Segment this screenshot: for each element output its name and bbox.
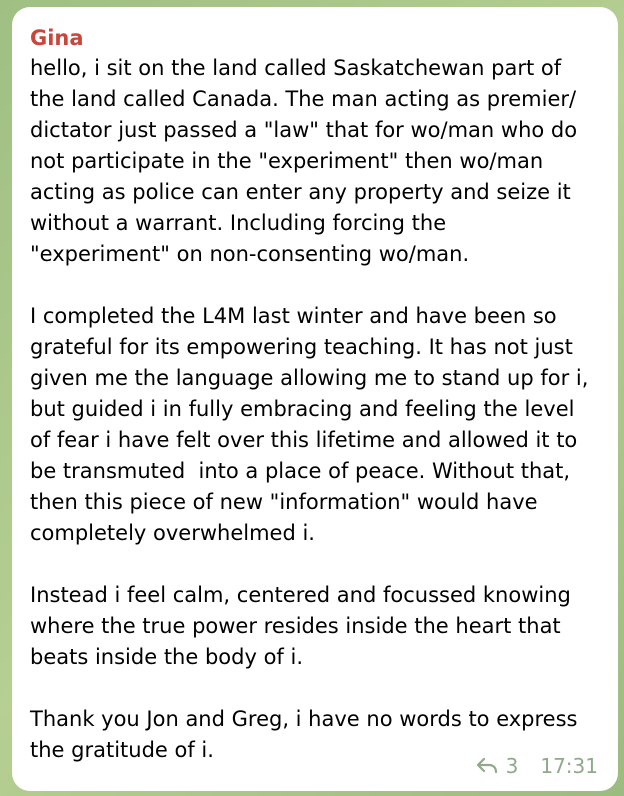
message-timestamp: 17:31 (540, 754, 598, 778)
sender-name[interactable]: Gina (30, 26, 84, 50)
reply-count[interactable]: 3 (505, 754, 519, 778)
message-paragraph: I completed the L4M last winter and have been so grateful for its empowering teaching. It has not just given me the language allowing me to stand up for i, but guided i in fully embracing and feeling the level of fear i have felt over this lifetime and allowed it to be transmuted into a place of peace. Without that, then this piece of new "information" would have completely overwhelmed i. (30, 304, 589, 545)
message-paragraph: Thank you Jon and Greg, i have no words to express the gratitude of i. (30, 707, 578, 762)
message-paragraph: hello, i sit on the land called Saskatchewan part of the land called Canada. The man acting as premier/ dictator just passed a "law" that for wo/man who do not participate in the "experiment" then wo/man acting as police can enter any property and seize it without a warrant. Including forcing the "experiment" on non-consenting wo/man. (30, 56, 578, 266)
message-bubble[interactable] (12, 7, 618, 791)
message-paragraph: Instead i feel calm, centered and focussed knowing where the true power resides inside the heart that beats inside the body of i. (30, 583, 571, 669)
message-text (30, 53, 598, 766)
reply-arrow-icon[interactable] (476, 757, 498, 775)
message-meta (476, 754, 598, 778)
